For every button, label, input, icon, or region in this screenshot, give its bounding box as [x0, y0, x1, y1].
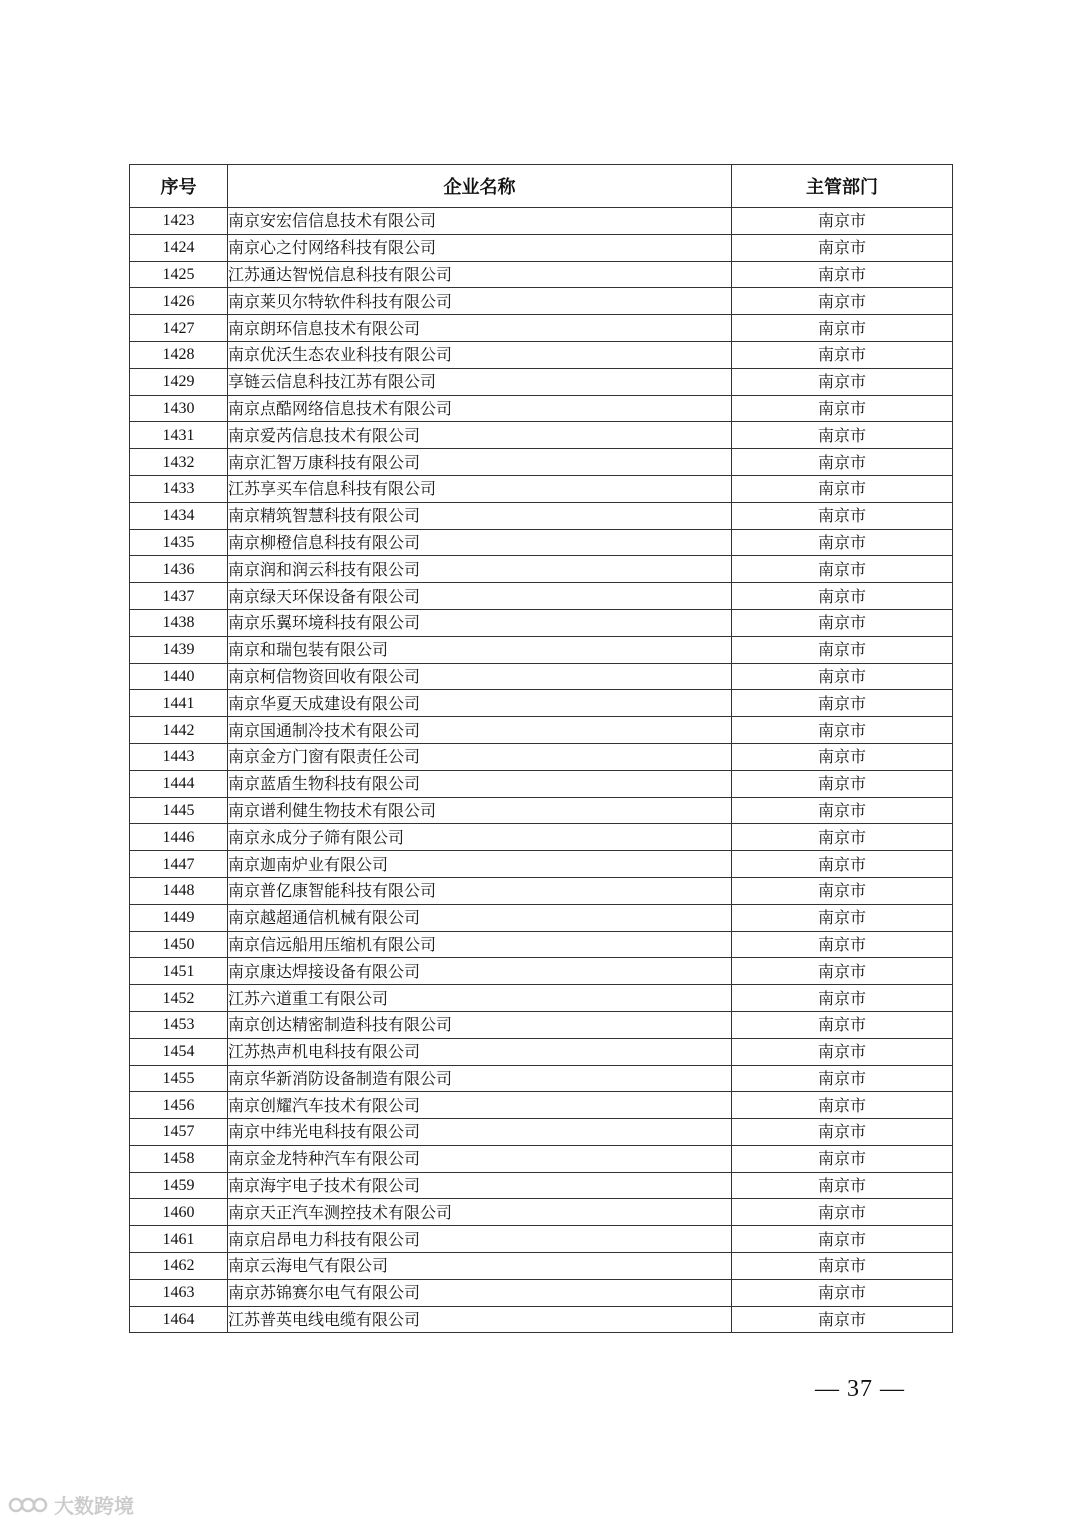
row-seq: 1462 [130, 1253, 228, 1280]
table-row [130, 1145, 953, 1172]
row-department: 南京市 [732, 717, 953, 744]
row-seq: 1441 [130, 690, 228, 717]
row-seq: 1430 [130, 395, 228, 422]
table-row [130, 1038, 953, 1065]
row-department: 南京市 [732, 422, 953, 449]
table-row [130, 315, 953, 342]
table-row [130, 502, 953, 529]
table-row [130, 368, 953, 395]
table-row [130, 529, 953, 556]
table-row [130, 288, 953, 315]
row-department: 南京市 [732, 690, 953, 717]
row-seq: 1427 [130, 315, 228, 342]
row-seq: 1463 [130, 1279, 228, 1306]
row-department: 南京市 [732, 368, 953, 395]
row-department: 南京市 [732, 851, 953, 878]
row-company-name: 南京云海电气有限公司 [228, 1253, 732, 1280]
row-department: 南京市 [732, 475, 953, 502]
table-header [130, 165, 953, 208]
row-seq: 1453 [130, 1011, 228, 1038]
header-company-name: 企业名称 [228, 165, 732, 208]
row-department: 南京市 [732, 1199, 953, 1226]
table-row [130, 797, 953, 824]
row-department: 南京市 [732, 261, 953, 288]
row-department: 南京市 [732, 529, 953, 556]
row-company-name: 南京信远船用压缩机有限公司 [228, 931, 732, 958]
row-seq: 1425 [130, 261, 228, 288]
row-seq: 1464 [130, 1306, 228, 1333]
row-department: 南京市 [732, 770, 953, 797]
row-department: 南京市 [732, 1172, 953, 1199]
row-company-name: 江苏六道重工有限公司 [228, 985, 732, 1012]
table-row [130, 1199, 953, 1226]
row-seq: 1440 [130, 663, 228, 690]
table-row [130, 636, 953, 663]
row-seq: 1426 [130, 288, 228, 315]
row-company-name: 南京永成分子筛有限公司 [228, 824, 732, 851]
row-company-name: 江苏通达智悦信息科技有限公司 [228, 261, 732, 288]
row-department: 南京市 [732, 234, 953, 261]
row-seq: 1451 [130, 958, 228, 985]
table-row [130, 985, 953, 1012]
row-department: 南京市 [732, 1226, 953, 1253]
table-row [130, 1279, 953, 1306]
row-department: 南京市 [732, 904, 953, 931]
row-department: 南京市 [732, 797, 953, 824]
watermark [8, 1490, 134, 1519]
row-seq: 1442 [130, 717, 228, 744]
row-company-name: 南京中纬光电科技有限公司 [228, 1119, 732, 1146]
table-row [130, 422, 953, 449]
row-company-name: 南京润和润云科技有限公司 [228, 556, 732, 583]
row-company-name: 江苏普英电线电缆有限公司 [228, 1306, 732, 1333]
table-row [130, 1226, 953, 1253]
row-department: 南京市 [732, 583, 953, 610]
row-seq: 1429 [130, 368, 228, 395]
row-department: 南京市 [732, 395, 953, 422]
row-seq: 1452 [130, 985, 228, 1012]
row-seq: 1431 [130, 422, 228, 449]
row-seq: 1457 [130, 1119, 228, 1146]
row-company-name: 南京朗环信息技术有限公司 [228, 315, 732, 342]
row-department: 南京市 [732, 288, 953, 315]
row-company-name: 南京爱芮信息技术有限公司 [228, 422, 732, 449]
row-company-name: 南京金方门窗有限责任公司 [228, 743, 732, 770]
row-company-name: 享链云信息科技江苏有限公司 [228, 368, 732, 395]
row-department: 南京市 [732, 958, 953, 985]
row-department: 南京市 [732, 877, 953, 904]
row-department: 南京市 [732, 449, 953, 476]
row-department: 南京市 [732, 824, 953, 851]
table-row [130, 261, 953, 288]
row-department: 南京市 [732, 931, 953, 958]
row-seq: 1461 [130, 1226, 228, 1253]
row-company-name: 南京谱利健生物技术有限公司 [228, 797, 732, 824]
row-company-name: 南京乐翼环境科技有限公司 [228, 609, 732, 636]
row-department: 南京市 [732, 502, 953, 529]
table-row [130, 234, 953, 261]
table-row [130, 556, 953, 583]
row-company-name: 南京柯信物资回收有限公司 [228, 663, 732, 690]
row-department: 南京市 [732, 1119, 953, 1146]
row-company-name: 南京普亿康智能科技有限公司 [228, 877, 732, 904]
row-seq: 1460 [130, 1199, 228, 1226]
row-company-name: 南京莱贝尔特软件科技有限公司 [228, 288, 732, 315]
row-department: 南京市 [732, 1253, 953, 1280]
row-department: 南京市 [732, 1065, 953, 1092]
table-row [130, 583, 953, 610]
table-row [130, 449, 953, 476]
row-seq: 1454 [130, 1038, 228, 1065]
row-department: 南京市 [732, 208, 953, 235]
table-row [130, 690, 953, 717]
table-row [130, 1119, 953, 1146]
row-seq: 1438 [130, 609, 228, 636]
row-department: 南京市 [732, 609, 953, 636]
company-list-table [129, 164, 953, 1333]
row-department: 南京市 [732, 315, 953, 342]
row-department: 南京市 [732, 636, 953, 663]
table-row [130, 663, 953, 690]
row-department: 南京市 [732, 1038, 953, 1065]
row-seq: 1443 [130, 743, 228, 770]
row-department: 南京市 [732, 1306, 953, 1333]
row-seq: 1445 [130, 797, 228, 824]
row-seq: 1446 [130, 824, 228, 851]
row-seq: 1423 [130, 208, 228, 235]
row-company-name: 南京蓝盾生物科技有限公司 [228, 770, 732, 797]
table-row [130, 904, 953, 931]
row-seq: 1437 [130, 583, 228, 610]
row-seq: 1439 [130, 636, 228, 663]
row-seq: 1449 [130, 904, 228, 931]
table-body [130, 208, 953, 1333]
row-department: 南京市 [732, 556, 953, 583]
page-number: — 37 — [815, 1376, 905, 1402]
table-row [130, 609, 953, 636]
row-company-name: 江苏热声机电科技有限公司 [228, 1038, 732, 1065]
row-seq: 1435 [130, 529, 228, 556]
row-department: 南京市 [732, 743, 953, 770]
table-row [130, 931, 953, 958]
row-department: 南京市 [732, 1279, 953, 1306]
table-row [130, 770, 953, 797]
row-company-name: 南京汇智万康科技有限公司 [228, 449, 732, 476]
row-seq: 1455 [130, 1065, 228, 1092]
row-company-name: 南京优沃生态农业科技有限公司 [228, 341, 732, 368]
watermark-text: 大数跨境 [54, 1494, 134, 1518]
table-row [130, 1172, 953, 1199]
row-company-name: 南京点酷网络信息技术有限公司 [228, 395, 732, 422]
row-company-name: 南京柳橙信息科技有限公司 [228, 529, 732, 556]
table-row [130, 851, 953, 878]
brand-logo-icon [8, 1493, 48, 1517]
table-row [130, 1011, 953, 1038]
row-company-name: 南京迦南炉业有限公司 [228, 851, 732, 878]
row-seq: 1428 [130, 341, 228, 368]
table-row [130, 1092, 953, 1119]
row-seq: 1450 [130, 931, 228, 958]
table-row [130, 717, 953, 744]
row-department: 南京市 [732, 1145, 953, 1172]
row-company-name: 南京金龙特种汽车有限公司 [228, 1145, 732, 1172]
table-row [130, 475, 953, 502]
row-company-name: 南京创耀汽车技术有限公司 [228, 1092, 732, 1119]
row-seq: 1436 [130, 556, 228, 583]
header-department: 主管部门 [732, 165, 953, 208]
row-department: 南京市 [732, 1011, 953, 1038]
row-department: 南京市 [732, 663, 953, 690]
row-company-name: 南京越超通信机械有限公司 [228, 904, 732, 931]
row-company-name: 南京天正汽车测控技术有限公司 [228, 1199, 732, 1226]
row-company-name: 南京安宏信信息技术有限公司 [228, 208, 732, 235]
row-company-name: 南京国通制冷技术有限公司 [228, 717, 732, 744]
row-seq: 1432 [130, 449, 228, 476]
row-department: 南京市 [732, 341, 953, 368]
table-row [130, 341, 953, 368]
header-seq: 序号 [130, 165, 228, 208]
row-seq: 1434 [130, 502, 228, 529]
table-row [130, 395, 953, 422]
row-seq: 1459 [130, 1172, 228, 1199]
row-company-name: 南京心之付网络科技有限公司 [228, 234, 732, 261]
row-seq: 1424 [130, 234, 228, 261]
table-row [130, 824, 953, 851]
row-seq: 1448 [130, 877, 228, 904]
row-company-name: 南京苏锦赛尔电气有限公司 [228, 1279, 732, 1306]
row-seq: 1447 [130, 851, 228, 878]
row-company-name: 南京绿天环保设备有限公司 [228, 583, 732, 610]
row-company-name: 南京和瑞包装有限公司 [228, 636, 732, 663]
row-department: 南京市 [732, 1092, 953, 1119]
row-seq: 1458 [130, 1145, 228, 1172]
row-seq: 1444 [130, 770, 228, 797]
table-row [130, 1306, 953, 1333]
table-row [130, 958, 953, 985]
table-row [130, 1253, 953, 1280]
table-row [130, 1065, 953, 1092]
table-row [130, 743, 953, 770]
row-company-name: 南京康达焊接设备有限公司 [228, 958, 732, 985]
row-company-name: 南京海宇电子技术有限公司 [228, 1172, 732, 1199]
table-row [130, 208, 953, 235]
row-company-name: 南京精筑智慧科技有限公司 [228, 502, 732, 529]
row-department: 南京市 [732, 985, 953, 1012]
row-company-name: 南京创达精密制造科技有限公司 [228, 1011, 732, 1038]
row-seq: 1456 [130, 1092, 228, 1119]
table-row [130, 877, 953, 904]
row-company-name: 南京华夏天成建设有限公司 [228, 690, 732, 717]
row-company-name: 南京华新消防设备制造有限公司 [228, 1065, 732, 1092]
row-seq: 1433 [130, 475, 228, 502]
row-company-name: 江苏享买车信息科技有限公司 [228, 475, 732, 502]
row-company-name: 南京启昂电力科技有限公司 [228, 1226, 732, 1253]
